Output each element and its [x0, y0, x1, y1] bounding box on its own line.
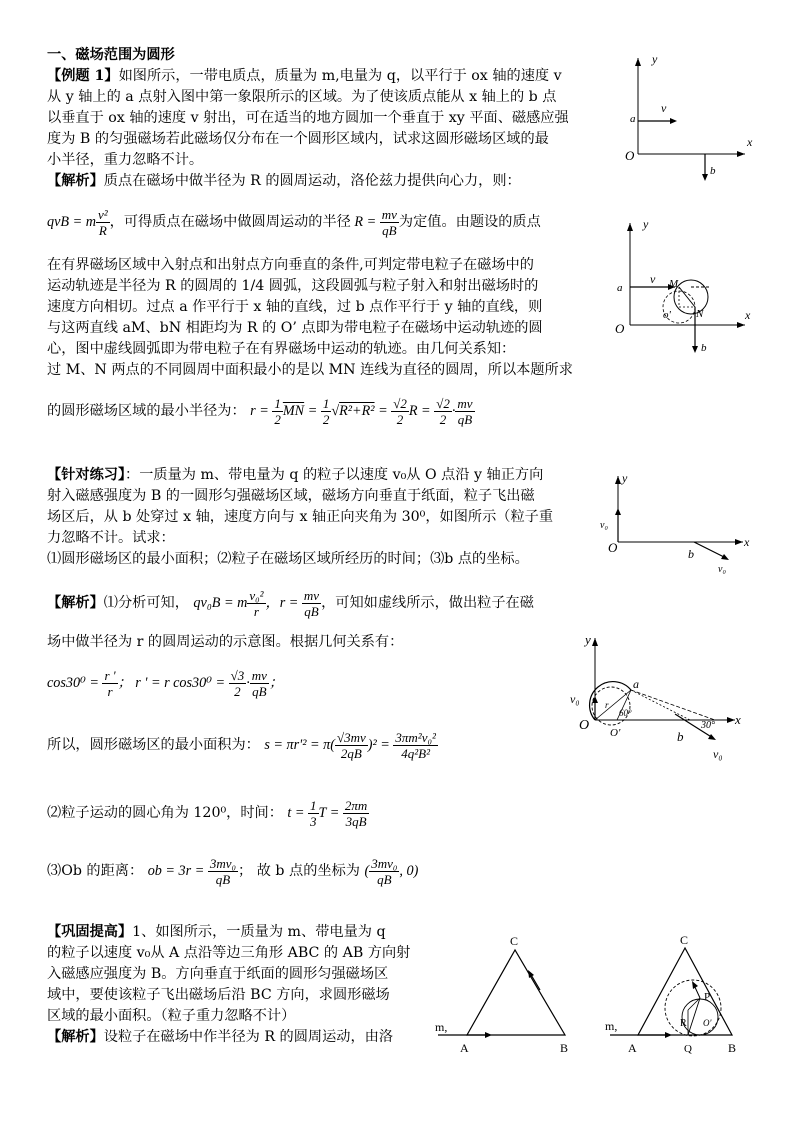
example1-line-5: 小半径，重力忽略不计。: [47, 152, 204, 168]
example1-line-3: 以垂直于 ox 轴的速度 v 射出，可在适当的地方圆加一个垂直于 xy 平面、磁感应强: [47, 110, 569, 126]
practice-line-2: 射入磁感强度为 B 的一圆形匀强磁场区域，磁场方向垂直于纸面，粒子飞出磁: [47, 488, 535, 504]
practice-line-5: ⑴圆形磁场区的最小面积；⑵粒子在磁场区域所经历的时间；⑶b 点的坐标。: [47, 551, 529, 567]
fig2-x-label: x: [745, 308, 751, 322]
figure-3: [598, 470, 758, 580]
fig6-m-label: m,: [605, 1019, 618, 1033]
fig1-o-label: O: [625, 148, 635, 163]
consolidate-line-2: 的粒子以速度 v₀从 A 点沿等边三角形 ABC 的 AB 方向射: [47, 945, 411, 961]
fig6-o2-label: O': [703, 1018, 712, 1028]
consolidate-line-4: 域中，要使该粒子飞出磁场后沿 BC 方向，求圆形磁场: [47, 987, 390, 1003]
practice-solution-label: 【解析】: [47, 595, 104, 611]
min-radius-equation: 的圆形磁场区域的最小半径为： r = $\frac{1}{2}$ $\overline{MN}$ = $\frac{1}{2}$ √R²+R² = $\frac{√2}{2}$ R = $\frac{√2}{2}$ · $\frac{mv}{qB}$: [47, 396, 473, 428]
fig6-r-label: R: [680, 1018, 687, 1029]
fig6-p-label: P: [704, 991, 711, 1003]
fig4-a-label: a: [633, 677, 639, 691]
fig3-o-label: O: [608, 540, 618, 555]
consolidate-solution-line: 【解析】设粒子在磁场中作半径为 R 的圆周运动，由洛: [47, 1029, 394, 1045]
fig4-v0-label-a: v₀: [570, 692, 580, 706]
time-equation: ⑵粒子运动的圆心角为 120⁰，时间： t = $\frac{1}{3}$ T = $\frac{2\pi m}{3qB}$: [47, 798, 368, 830]
fig6-a-label: A: [628, 1041, 637, 1055]
figure-1: [615, 50, 765, 185]
fig2-n-label: N: [696, 308, 704, 320]
fig2-o-label: O: [615, 321, 625, 336]
example1-solution-line-1: 【解析】质点在磁场中做半径为 R 的圆周运动，洛伦兹力提供向心力，则：: [47, 173, 521, 189]
consolidate-solution-label: 【解析】: [47, 1029, 104, 1045]
fig1-v-label: v: [661, 101, 667, 115]
fig2-a-label: a: [617, 282, 623, 294]
fig5-b-label: B: [560, 1041, 569, 1055]
fig4-v0-label-b: v₀: [713, 747, 723, 761]
fig3-y-label: y: [622, 471, 628, 485]
figure-5: [430, 930, 590, 1070]
fig4-angle-30-label: 30°: [701, 720, 715, 731]
fig4-y-label: y: [585, 632, 591, 647]
section-title: 一、磁场范围为圆形: [47, 47, 175, 63]
fig5-a-label: A: [460, 1041, 469, 1055]
consolidate-line-5: 区域的最小面积。（粒子重力忽略不计）: [47, 1008, 296, 1024]
fig6-b-label: B: [728, 1041, 737, 1055]
fig5-c-label: C: [510, 934, 519, 948]
fig4-b-label: b: [677, 729, 684, 744]
example1-line-4: 度为 B 的匀强磁场若此磁场仅分布在一个圆形区域内，试求这圆形磁场区域的最: [47, 131, 549, 147]
practice-label: 【针对练习】: [47, 467, 126, 483]
fig2-m-label: M: [669, 278, 679, 290]
fig4-o2-label: O': [610, 727, 621, 739]
fig3-b-label: b: [688, 547, 694, 561]
fig3-v0-label-b: v₀: [718, 564, 726, 575]
figure-4: [565, 628, 755, 768]
practice-line-3: 场区后，从 b 处穿过 x 轴，速度方向与 x 轴正向夹角为 30⁰，如图所示（粒子重: [47, 509, 554, 525]
example1-solution-line-9: 过 M、N 两点的不同圆周中面积最小的是以 MN 连线为直径的圆周，所以本题所求: [47, 362, 573, 378]
fig1-a-label: a: [630, 113, 636, 125]
consolidate-line-3: 入磁感应强度为 B。方向垂直于纸面的圆形匀强磁场区: [47, 966, 389, 982]
lorentz-equation: qvB = m $\frac{\text{v²}}{R}$ ，可得质点在磁场中做圆周运动的半径 R = $\frac{mv}{qB}$ 为定值。由题设的质点: [47, 207, 541, 239]
cos-equation: cos30⁰ = $\frac{r '}{r}$ ； r ' = r cos30⁰ = $\frac{√3}{2}$ · $\frac{mv}{qB}$ ；: [47, 668, 284, 700]
example1-line-2: 从 y 轴上的 a 点射入图中第一象限所示的区域。为了使该质点能从 x 轴上的 b 点: [47, 89, 557, 105]
consolidate-label: 【巩固提高】: [47, 924, 133, 940]
figure-2: [605, 215, 755, 360]
fig4-o-label: O: [579, 718, 590, 733]
fig4-angle-60-label: 60°: [619, 708, 632, 718]
practice-solution-line-2: 场中做半径为 r 的圆周运动的示意图。根据几何关系有：: [47, 634, 404, 650]
figure-6: [600, 930, 760, 1070]
fig6-c-label: C: [680, 933, 689, 947]
fig2-v-label: v: [650, 272, 656, 286]
example1-solution-line-8: 心，图中虚线圆弧即为带电粒子在有界磁场中运动的轨迹。由几何关系知：: [47, 341, 516, 357]
area-equation: 所以，圆形磁场区的最小面积为： s = πr'² = π( $\frac{√3mv}{2qB}$ )² = $\frac{\text{3πm²v₀²}}{\text{4q²B²}}$: [47, 730, 436, 762]
fig2-o2-label: o': [663, 309, 671, 321]
fig1-y-label: y: [652, 52, 658, 66]
fig4-x-label: x: [735, 712, 741, 727]
consolidate-line-1: 【巩固提高】1、如图所示，一质量为 m、带电量为 q: [47, 924, 386, 940]
practice-line-4: 力忽略不计。试求：: [47, 530, 175, 546]
practice-line-1: 【针对练习】：一质量为 m、带电量为 q 的粒子以速度 v₀从 O 点沿 y 轴正方向: [47, 467, 544, 483]
fig3-v0-label-a: v₀: [600, 520, 608, 531]
fig1-b-label: b: [710, 165, 716, 177]
fig2-y-label: y: [643, 217, 649, 231]
example1-line-1: 【例题 1】如图所示，一带电质点，质量为 m,电量为 q，以平行于 ox 轴的速度 v: [47, 68, 562, 84]
example1-solution-label: 【解析】: [47, 173, 104, 189]
fig2-b-label: b: [701, 342, 707, 354]
example1-solution-line-6: 速度方向相切。过点 a 作平行于 x 轴的直线，过 b 点作平行于 y 轴的直线，则: [47, 299, 543, 315]
example1-label: 【例题 1】: [47, 68, 119, 84]
fig1-x-label: x: [747, 135, 753, 149]
fig6-q-label: Q: [684, 1043, 692, 1055]
example1-solution-line-7: 与这两直线 aM、bN 相距均为 R 的 O’ 点即为带电粒子在磁场中运动轨迹的圆: [47, 320, 543, 336]
ob-equation: ⑶Ob 的距离： ob = 3r = $\frac{\text{3mv₀}}{qB}$ ； 故 b 点的坐标为 ( $\frac{\text{3mv₀}}{qB}$ , 0): [47, 856, 419, 888]
example1-solution-line-4: 在有界磁场区域中入射点和出射点方向垂直的条件,可判定带电粒子在磁场中的: [47, 257, 534, 273]
example1-solution-line-5: 运动轨迹是半径为 R 的圆周的 1/4 圆弧，这段圆弧与粒子射入和射出磁场时的: [47, 278, 539, 294]
practice-solution-line-1: 【解析】⑴分析可知， qv₀B = m $\frac{\text{v₀²}}{r}$ ，r = $\frac{mv}{qB}$ ，可知如虚线所示，做出粒子在磁: [47, 588, 534, 620]
fig3-x-label: x: [744, 535, 750, 549]
fig4-r-label: r: [605, 700, 609, 710]
fig5-m-label: m,: [435, 1020, 448, 1034]
